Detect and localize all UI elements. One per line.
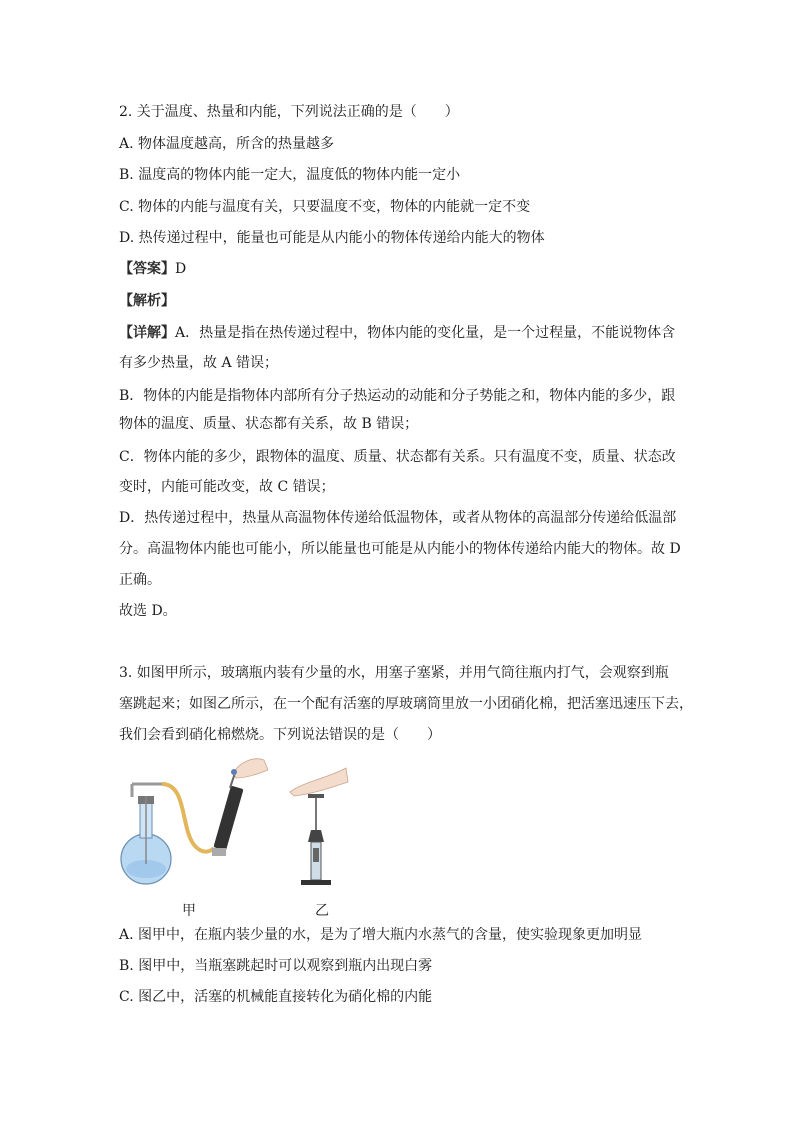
analysis-line-7: D．热传递过程中，热量从高温物体传递给低温物体，或者从物体的高温部分传递给低温部 [119,510,677,526]
q3-stem-line-2: 塞跳起来；如图乙所示，在一个配有活塞的厚玻璃筒里放一小团硝化棉，把活塞迅速压下去， [119,696,693,712]
q2-option-b: B. 温度高的物体内能一定大，温度低的物体内能一定小 [119,167,461,183]
q3-stem-line-3: 我们会看到硝化棉燃烧。下列说法错误的是（ ） [119,727,441,743]
analysis-line-6: 变时，内能可能改变，故 C 错误； [119,479,335,495]
analysis-line-2: 有多少热量，故 A 错误； [119,355,279,371]
q2-stem: 2. 关于温度、热量和内能，下列说法正确的是（ ） [119,104,459,120]
piston-cylinder-illustration [290,768,348,885]
analysis-line-8: 分。高温物体内能也可能小，所以能量也可能是从内能小的物体传递给内能大的物体。故 D [119,541,681,557]
q2-option-d: D. 热传递过程中，能量也可能是从内能小的物体传递给内能大的物体 [119,230,545,246]
experiment-figure [118,752,358,902]
q2-answer [119,259,186,279]
analysis-line-5: C．物体内能的多少，跟物体的温度、质量、状态都有关系。只有温度不变，质量、状态改 [119,449,676,465]
analysis-line-1: 【详解】A．热量是指在热传递过程中，物体内能的变化量，是一个过程量，不能说物体含 [119,325,676,341]
q3-option-b: B. 图甲中，当瓶塞跳起时可以观察到瓶内出现白雾 [119,958,433,974]
figure-label-yi: 乙 [315,903,329,919]
figure-label-jia: 甲 [182,903,196,919]
analysis-line-10: 故选 D。 [119,603,177,619]
q2-option-a: A. 物体温度越高，所含的热量越多 [119,136,335,152]
analysis-line-9: 正确。 [119,572,161,588]
analysis-line-3: B．物体的内能是指物体内部所有分子热运动的动能和分子势能之和，物体内能的多少，跟 [119,388,676,404]
analysis-line-4: 物体的温度、质量、状态都有关系，故 B 错误； [119,416,419,432]
q3-stem-line-1: 3. 如图甲所示，玻璃瓶内装有少量的水，用塞子塞紧，并用气筒往瓶内打气，会观察到瓶 [119,665,669,681]
detail-label: 【详解】 [119,325,175,341]
q3-option-c: C. 图乙中，活塞的机械能直接转化为硝化棉的内能 [119,989,433,1005]
answer-label: 【答案】 [119,261,175,277]
flask-apparatus-illustration [121,759,268,884]
answer-value: D [175,261,187,277]
q3-option-a: A. 图甲中，在瓶内装少量的水，是为了增大瓶内水蒸气的含量，使实验现象更加明显 [119,927,643,943]
analysis-label: 【解析】 [119,293,175,309]
q2-option-c: C. 物体的内能与温度有关，只要温度不变，物体的内能就一定不变 [119,199,531,215]
